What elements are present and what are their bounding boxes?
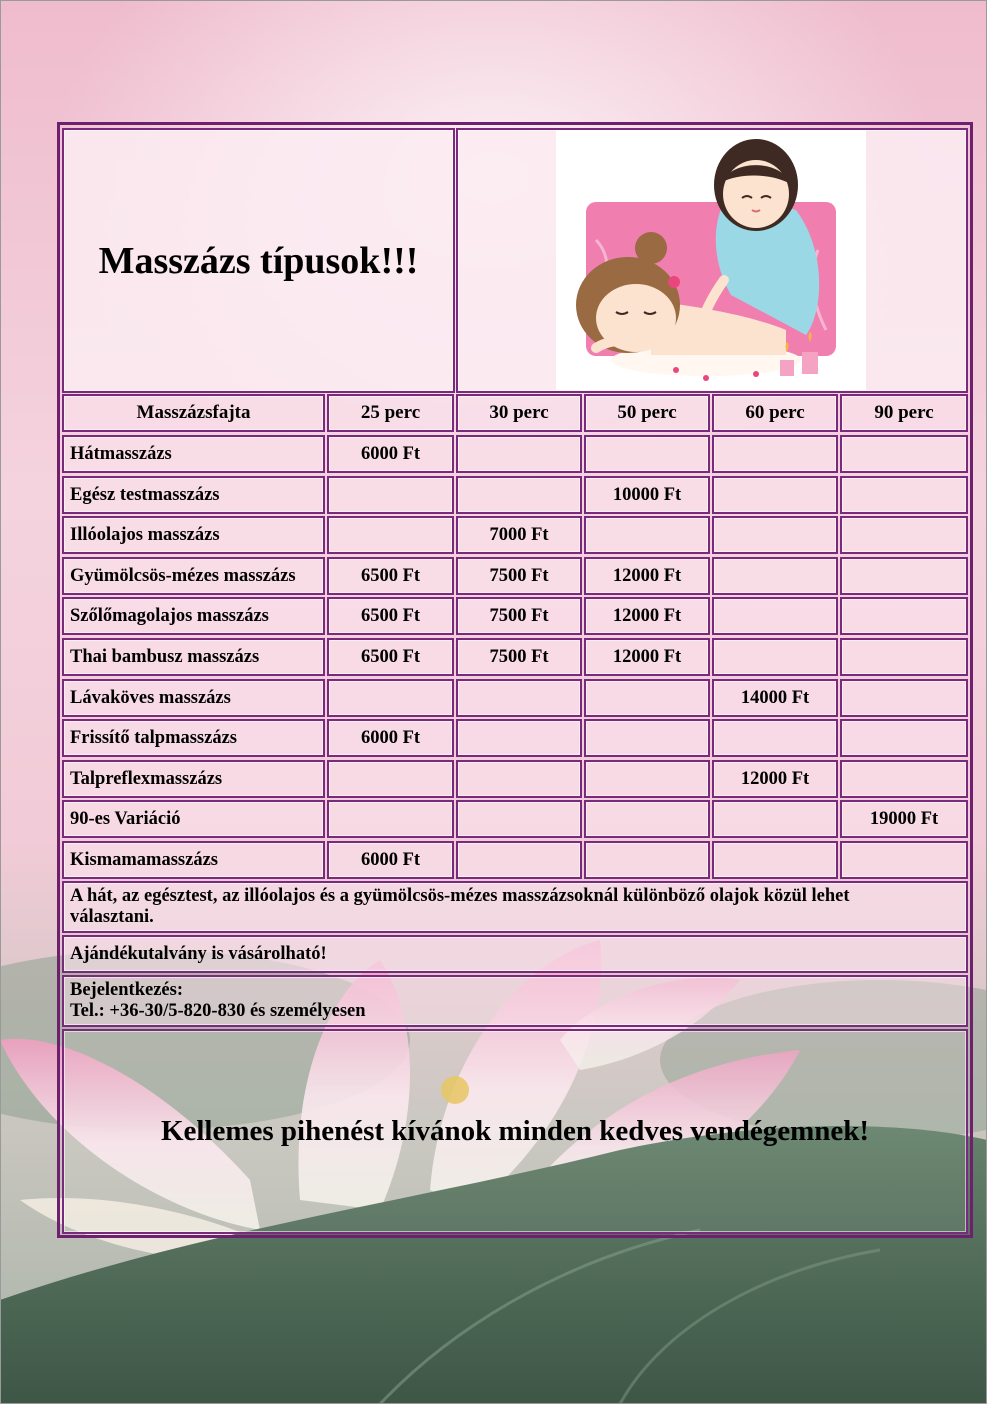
massage-name: Talpreflexmasszázs — [62, 760, 325, 798]
massage-name: Kismamamasszázs — [62, 841, 325, 879]
price-cell: 6500 Ft — [327, 638, 454, 676]
price-cell — [712, 476, 838, 514]
price-cell: 6000 Ft — [327, 435, 454, 473]
massage-name: Szőlőmagolajos masszázs — [62, 597, 325, 635]
price-cell — [327, 800, 454, 838]
massage-name: Frissítő talpmasszázs — [62, 719, 325, 757]
price-cell: 14000 Ft — [712, 679, 838, 717]
price-cell — [840, 841, 968, 879]
price-cell: 7500 Ft — [456, 638, 582, 676]
price-cell — [712, 435, 838, 473]
price-cell — [840, 719, 968, 757]
price-cell — [840, 597, 968, 635]
closing-cell — [62, 1029, 968, 1234]
price-cell: 7500 Ft — [456, 597, 582, 635]
header-duration: 25 perc — [327, 394, 454, 432]
price-cell: 12000 Ft — [584, 597, 710, 635]
price-cell — [584, 516, 710, 554]
closing-text: Kellemes pihenést kívánok minden kedves vendégemnek! — [160, 1115, 870, 1147]
booking-phone: Tel.: +36-30/5-820-830 és személyesen — [70, 1001, 366, 1021]
page-title: Masszázs típusok!!! — [98, 239, 419, 282]
price-cell — [456, 800, 582, 838]
price-cell — [327, 516, 454, 554]
massage-name: 90-es Variáció — [62, 800, 325, 838]
illustration-cell — [456, 128, 968, 393]
price-cell: 6000 Ft — [327, 719, 454, 757]
price-cell — [456, 841, 582, 879]
price-cell — [456, 760, 582, 798]
price-cell — [840, 638, 968, 676]
oils-note-line2: választani. — [70, 907, 154, 927]
oils-note-line1: A hát, az egésztest, az illóolajos és a gyümölcsös-mézes masszázsoknál különböző olajok közül lehet — [70, 886, 850, 906]
price-cell — [456, 435, 582, 473]
price-cell: 12000 Ft — [584, 557, 710, 595]
price-cell — [712, 597, 838, 635]
massage-name: Gyümölcsös-mézes masszázs — [62, 557, 325, 595]
massage-name: Thai bambusz masszázs — [62, 638, 325, 676]
header-duration: 30 perc — [456, 394, 582, 432]
price-cell — [712, 638, 838, 676]
header-duration: 60 perc — [712, 394, 838, 432]
price-cell — [840, 760, 968, 798]
price-cell: 10000 Ft — [584, 476, 710, 514]
massage-name: Illóolajos masszázs — [62, 516, 325, 554]
booking-label: Bejelentkezés: — [70, 980, 184, 1000]
price-cell — [327, 760, 454, 798]
header-massage-type: Masszázsfajta — [62, 394, 325, 432]
price-cell — [584, 435, 710, 473]
price-cell — [327, 679, 454, 717]
price-cell — [584, 841, 710, 879]
massage-illustration — [556, 130, 866, 390]
price-cell — [840, 516, 968, 554]
oils-note — [62, 881, 968, 933]
price-cell — [712, 557, 838, 595]
price-cell: 6500 Ft — [327, 597, 454, 635]
title-cell — [62, 128, 455, 393]
header-duration: 90 perc — [840, 394, 968, 432]
price-cell — [456, 476, 582, 514]
price-cell — [584, 760, 710, 798]
price-cell — [584, 800, 710, 838]
massage-name: Lávaköves masszázs — [62, 679, 325, 717]
booking-note — [62, 975, 968, 1027]
voucher-text: Ajándékutalvány is vásárolható! — [70, 943, 327, 964]
price-cell: 19000 Ft — [840, 800, 968, 838]
price-cell — [840, 679, 968, 717]
voucher-note — [62, 935, 968, 973]
price-cell — [456, 719, 582, 757]
price-cell — [584, 679, 710, 717]
price-cell — [712, 800, 838, 838]
price-cell: 7500 Ft — [456, 557, 582, 595]
price-cell — [712, 516, 838, 554]
header-duration: 50 perc — [584, 394, 710, 432]
price-cell — [456, 679, 582, 717]
price-cell — [584, 719, 710, 757]
price-cell — [712, 841, 838, 879]
price-cell: 12000 Ft — [584, 638, 710, 676]
price-cell — [840, 435, 968, 473]
price-cell — [327, 476, 454, 514]
massage-name: Egész testmasszázs — [62, 476, 325, 514]
price-cell — [840, 476, 968, 514]
price-cell: 6500 Ft — [327, 557, 454, 595]
price-cell — [840, 557, 968, 595]
massage-name: Hátmasszázs — [62, 435, 325, 473]
price-cell: 7000 Ft — [456, 516, 582, 554]
price-cell: 12000 Ft — [712, 760, 838, 798]
price-cell — [712, 719, 838, 757]
price-cell: 6000 Ft — [327, 841, 454, 879]
